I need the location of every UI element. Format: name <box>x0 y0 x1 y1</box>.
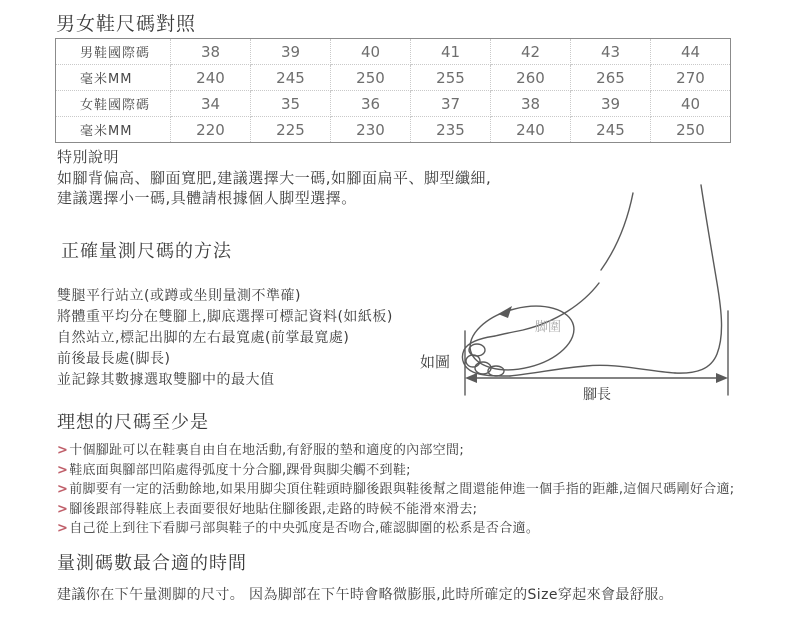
bullet-arrow-icon: > <box>57 501 69 517</box>
table-cell: 41 <box>411 39 491 65</box>
heel-line <box>675 185 722 373</box>
measure-method-steps <box>57 286 393 391</box>
table-cell: 225 <box>251 117 331 143</box>
table-cell: 220 <box>171 117 251 143</box>
method-step: 將體重平均分在雙腳上,脚底選擇可標記資料(如紙板) <box>57 309 393 325</box>
table-cell: 43 <box>571 39 651 65</box>
girth-loop <box>463 296 580 380</box>
table-cell: 245 <box>251 65 331 91</box>
special-note-line: 如腳背偏高、腳面寬肥,建議選擇大一碼,如腳面扁平、脚型纖細, <box>57 168 492 187</box>
special-note-block <box>57 147 491 209</box>
ideal-size-item: >自己從上到往下看脚弓部與鞋子的中央弧度是否吻合,確認脚圍的松系是否合適。 <box>57 521 540 537</box>
table-cell: 34 <box>171 91 251 117</box>
special-note-heading: 特別說明 <box>57 148 120 166</box>
table-cell: 40 <box>331 39 411 65</box>
figure-caption: 如圖 <box>420 353 451 371</box>
row-label-men-intl: 男鞋國際碼 <box>56 39 171 65</box>
table-cell: 44 <box>651 39 731 65</box>
row-label-men-mm: 毫米MM <box>56 65 171 91</box>
table-cell: 245 <box>571 117 651 143</box>
method-step: 自然站立,標記出脚的左右最寬處(前掌最寬處) <box>57 330 350 346</box>
sole-line <box>510 365 675 376</box>
ideal-size-list <box>57 441 734 539</box>
table-cell: 39 <box>571 91 651 117</box>
table-row <box>56 91 731 117</box>
table-cell: 39 <box>251 39 331 65</box>
size-comparison-table <box>55 38 731 143</box>
table-cell: 36 <box>331 91 411 117</box>
table-cell: 240 <box>171 65 251 91</box>
ideal-size-item: >前脚要有一定的活動餘地,如果用脚尖頂住鞋頭時腳後跟與鞋後幫之間還能伸進一個手指的距離,這個尺碼剛好合適; <box>57 482 735 498</box>
girth-label: 脚圍 <box>535 320 562 335</box>
special-note-line: 建議選擇小一碼,具體請根據個人脚型選擇。 <box>57 189 357 207</box>
length-arrowhead-right <box>716 373 728 383</box>
bullet-arrow-icon: > <box>57 482 69 498</box>
table-cell: 265 <box>571 65 651 91</box>
ideal-size-heading: 理想的尺碼至少是 <box>57 412 209 433</box>
table-row <box>56 65 731 91</box>
row-label-women-intl: 女鞋國際碼 <box>56 91 171 117</box>
ankle-front-line <box>601 193 633 270</box>
girth-arrowhead <box>498 306 512 318</box>
table-cell: 40 <box>651 91 731 117</box>
table-row <box>56 39 731 65</box>
method-step: 前後最長處(脚長) <box>57 351 171 367</box>
table-cell: 230 <box>331 117 411 143</box>
table-cell: 38 <box>171 39 251 65</box>
table-cell: 235 <box>411 117 491 143</box>
best-time-text: 建議你在下午量測脚的尺寸。 因為脚部在下午時會略微膨脹,此時所確定的Size穿起來會最舒服。 <box>57 587 674 603</box>
table-cell: 270 <box>651 65 731 91</box>
length-label: 腳長 <box>583 387 611 403</box>
ideal-size-item: >腳後跟部得鞋底上表面要很好地貼住腳後跟,走路的時候不能滑來滑去; <box>57 501 478 517</box>
best-time-heading: 量測碼數最合適的時間 <box>57 553 247 574</box>
table-cell: 240 <box>491 117 571 143</box>
table-cell: 260 <box>491 65 571 91</box>
method-step: 雙腿平行站立(或蹲或坐則量測不準確) <box>57 288 301 304</box>
table-row <box>56 117 731 143</box>
foot-measurement-diagram <box>450 183 795 403</box>
measure-method-heading: 正確量測尺碼的方法 <box>61 241 232 262</box>
table-cell: 42 <box>491 39 571 65</box>
table-cell: 250 <box>651 117 731 143</box>
bullet-arrow-icon: > <box>57 462 69 478</box>
length-arrowhead-left <box>465 373 477 383</box>
ideal-size-item: >鞋底面與腳部凹陷處得弧度十分合腳,踝骨與脚尖觸不到鞋; <box>57 462 411 478</box>
table-cell: 38 <box>491 91 571 117</box>
table-cell: 35 <box>251 91 331 117</box>
table-cell: 250 <box>331 65 411 91</box>
page-title: 男女鞋尺碼對照 <box>56 13 197 35</box>
row-label-women-mm: 毫米MM <box>56 117 171 143</box>
method-step: 並記錄其數據選取雙腳中的最大值 <box>57 372 275 388</box>
bullet-arrow-icon: > <box>57 443 69 458</box>
table-cell: 37 <box>411 91 491 117</box>
table-cell: 255 <box>411 65 491 91</box>
ideal-size-item: >十個腳趾可以在鞋裏自由自在地活動,有舒服的墊和適度的內部空間; <box>57 443 465 458</box>
bullet-arrow-icon: > <box>57 521 69 537</box>
